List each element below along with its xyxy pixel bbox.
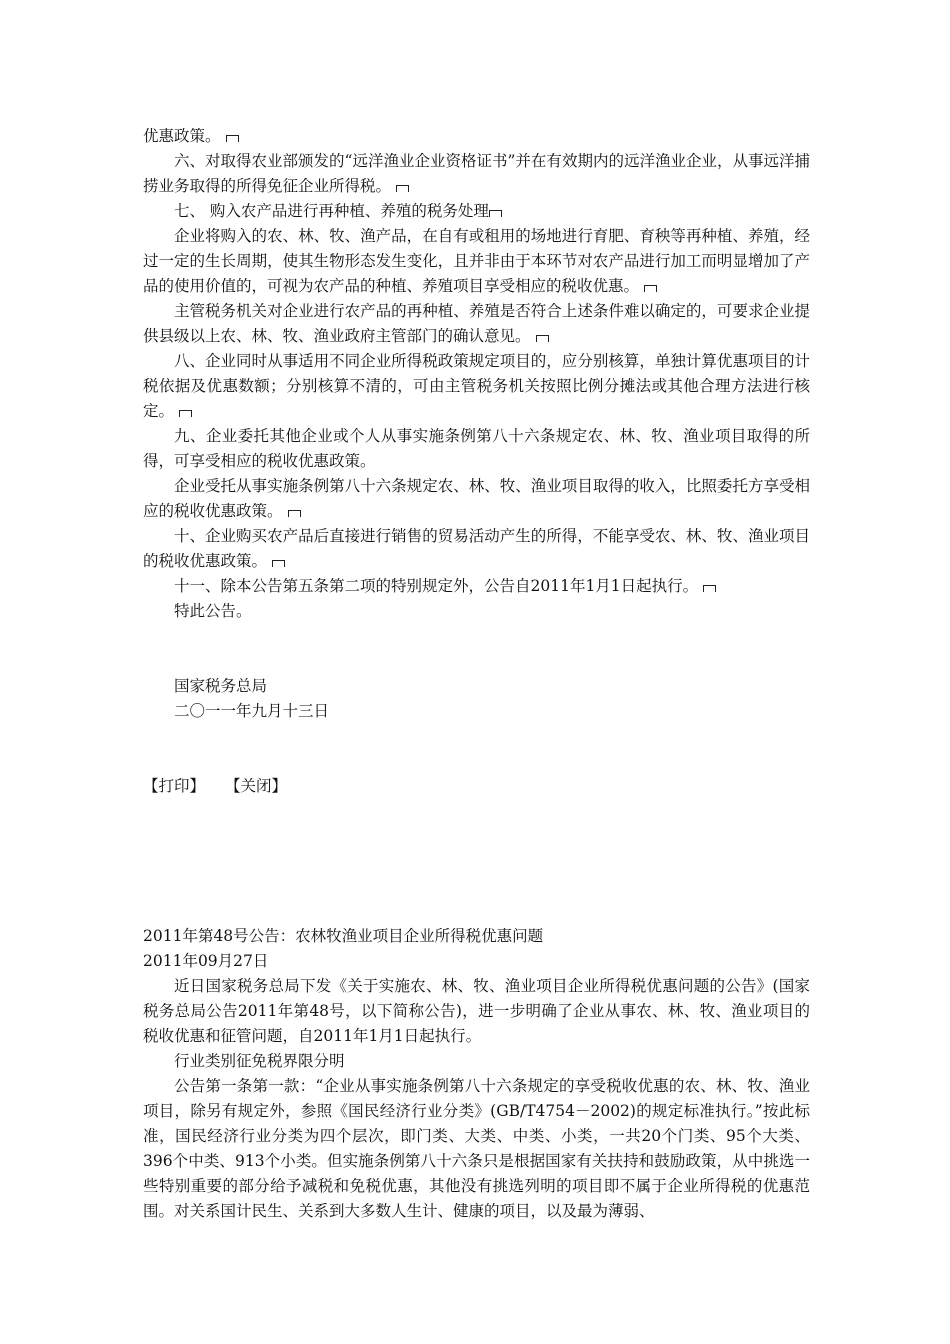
paragraph: 十一、除本公告第五条第二项的特别规定外，公告自2011年1月1日起执行。 [143,574,810,599]
paragraph: 十、企业购买农产品后直接进行销售的贸易活动产生的所得，不能享受农、林、牧、渔业项目的税收优惠政策。 [143,527,810,570]
paragraph: 七、 购入农产品进行再种植、养殖的税务处理 [143,199,810,224]
paragraph: 公告第一条第一款：“企业从事实施条例第八十六条规定的享受税收优惠的农、林、牧、渔业项目，除另有规定外，参照《国民经济行业分类》(GB/T4754－2002)的规定标准执行。”按此标准，国民经济行业分类为四个层次，即门类、大类、中类、小类，一共20个门类、95个大类、396个中类、913个小类。但实施条例第八十六条只是根据国家有关扶持和鼓励政策，从中挑选一些特别重要的部分给予减税和免税优惠，其他没有挑选列明的项目即不属于企业所得税的优惠范围。对关系国计民生、关系到大多数人生计、健康的项目，以及最为薄弱、 [143,1077,810,1220]
article-date: 2011年09月27日 [143,952,269,970]
paragraph: 主管税务机关对企业进行农产品的再种植、养殖是否符合上述条件难以确定的，可要求企业提供县级以上农、林、牧、渔业政府主管部门的确认意见。 [143,302,810,345]
line-break-mark-icon [179,410,192,417]
document-page [143,124,810,1224]
line-break-mark-icon [536,335,549,342]
section-heading: 行业类别征免税界限分明 [174,1052,345,1070]
article-section [143,924,810,1224]
section-notice-end [143,124,810,624]
line-break-mark-icon [489,210,502,217]
line-break-mark-icon [396,185,409,192]
print-link[interactable]: 【打印】 [143,777,206,795]
signature-date: 二〇一一年九月十三日 [174,702,330,720]
paragraph: 八、企业同时从事适用不同企业所得税政策规定项目的，应分别核算，单独计算优惠项目的计税依据及优惠数额；分别核算不清的，可由主管税务机关按照比例分摊法或其他合理方法进行核定。 [143,352,810,420]
line-break-mark-icon [288,510,301,517]
line-break-mark-icon [703,585,716,592]
paragraph: 九、企业委托其他企业或个人从事实施条例第八十六条规定农、林、牧、渔业项目取得的所得，可享受相应的税收优惠政策。 [143,427,810,470]
paragraph: 优惠政策。 [143,124,810,149]
line-break-mark-icon [226,135,239,142]
signature-org: 国家税务总局 [174,677,268,695]
closing-phrase: 特此公告。 [174,602,252,620]
signature-block [143,674,810,724]
paragraph: 企业将购入的农、林、牧、渔产品，在自有或租用的场地进行育肥、育秧等再种植、养殖，经过一定的生长周期，使其生物形态发生变化，且并非由于本环节对农产品进行加工而明显增加了产品的使用价值的，可视为农产品的种植、养殖项目享受相应的税收优惠。 [143,227,810,295]
paragraph: 企业受托从事实施条例第八十六条规定农、林、牧、渔业项目取得的收入，比照委托方享受相应的税收优惠政策。 [143,477,810,520]
article-title: 2011年第48号公告：农林牧渔业项目企业所得税优惠问题 [143,927,544,945]
paragraph: 六、对取得农业部颁发的“远洋渔业企业资格证书”并在有效期内的远洋渔业企业，从事远洋捕捞业务取得的所得免征企业所得税。 [143,152,810,195]
action-links [143,774,810,799]
close-link[interactable]: 【关闭】 [225,777,288,795]
line-break-mark-icon [272,560,285,567]
line-break-mark-icon [644,285,657,292]
paragraph: 近日国家税务总局下发《关于实施农、林、牧、渔业项目企业所得税优惠问题的公告》(国家税务总局公告2011年第48号，以下简称公告)，进一步明确了企业从事农、林、牧、渔业项目的税收优惠和征管问题，自2011年1月1日起执行。 [143,977,810,1045]
